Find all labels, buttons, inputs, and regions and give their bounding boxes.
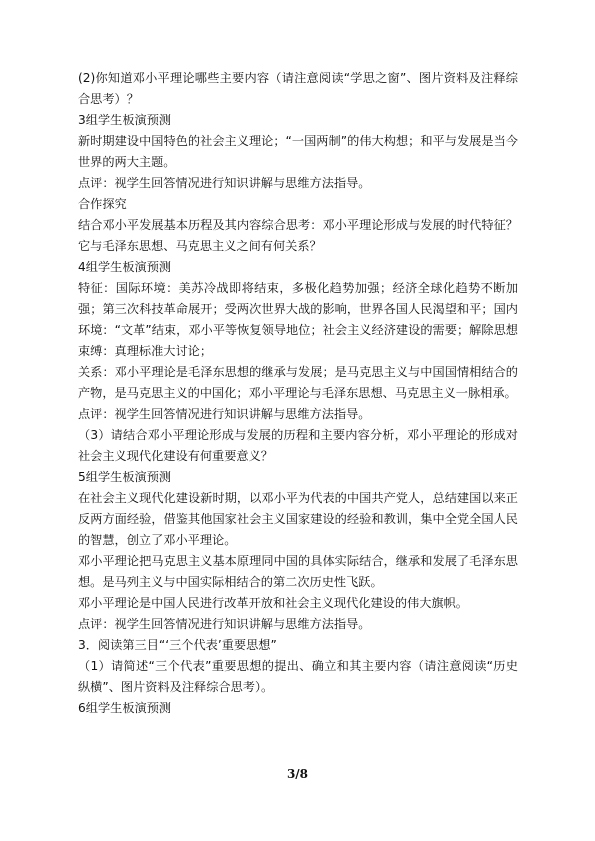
group-3-answer: 新时期建设中国特色的社会主义理论；“一国两制”的伟大构想；和平与发展是当今世界的两大主题。: [78, 134, 518, 169]
question-3-1: （1）请简述“三个代表”重要思想的提出、确立和其主要内容（请注意阅读“历史纵横”、图片资料及注释综合思考）。: [78, 659, 518, 694]
group-5-answer-3: 邓小平理论是中国人民进行改革开放和社会主义现代化建设的伟大旗帜。: [78, 596, 468, 610]
group-6-heading: 6组学生板演预测: [78, 701, 172, 715]
group-5-answer-1: 在社会主义现代化建设新时期，以邓小平为代表的中国共产党人，总结建国以来正反两方面经验，借鉴其他国家社会主义国家建设的经验和教训，集中全党全国人民的智慧，创立了邓小平理论。: [78, 491, 518, 547]
document-body: [78, 68, 518, 719]
group-5-heading: 5组学生板演预测: [78, 470, 172, 484]
comment-1: 点评：视学生回答情况进行知识讲解与思维方法指导。: [78, 176, 371, 190]
inquiry-question: 结合邓小平发展基本历程及其内容综合思考：邓小平理论形成与发展的时代特征？它与毛泽东思想、马克思主义之间有何关系？: [78, 218, 518, 253]
question-2: (2)你知道邓小平理论哪些主要内容（请注意阅读“学思之窗”、图片资料及注释综合思考）？: [78, 71, 518, 106]
page-number: 3/8: [286, 767, 309, 781]
group-4-relationship: 关系：邓小平理论是毛泽东思想的继承与发展；是马克思主义与中国国情相结合的产物，是马克思主义的中国化；邓小平理论与毛泽东思想、马克思主义一脉相承。: [78, 365, 518, 400]
cooperative-inquiry-heading: 合作探究: [78, 197, 127, 211]
comment-3: 点评：视学生回答情况进行知识讲解与思维方法指导。: [78, 617, 371, 631]
question-3: （3）请结合邓小平理论形成与发展的历程和主要内容分析，邓小平理论的形成对社会主义现代化建设有何重要意义？: [78, 428, 518, 463]
comment-2: 点评：视学生回答情况进行知识讲解与思维方法指导。: [78, 407, 371, 421]
section-3-heading: 3．阅读第三目“‘三个代表’重要思想”: [78, 638, 277, 652]
group-4-heading: 4组学生板演预测: [78, 260, 172, 274]
group-3-heading: 3组学生板演预测: [78, 113, 172, 127]
group-4-features: 特征：国际环境：美苏冷战即将结束，多极化趋势加强；经济全球化趋势不断加强；第三次科技革命展开；受两次世界大战的影响，世界各国人民渴望和平；国内环境：“文革”结束，邓小平等恢复领导地位；社会主义经济建设的需要；解除思想束缚：真理标准大讨论；: [78, 281, 518, 358]
group-5-answer-2: 邓小平理论把马克思主义基本原理同中国的具体实际结合，继承和发展了毛泽东思想。是马列主义与中国实际相结合的第二次历史性飞跃。: [78, 554, 518, 589]
